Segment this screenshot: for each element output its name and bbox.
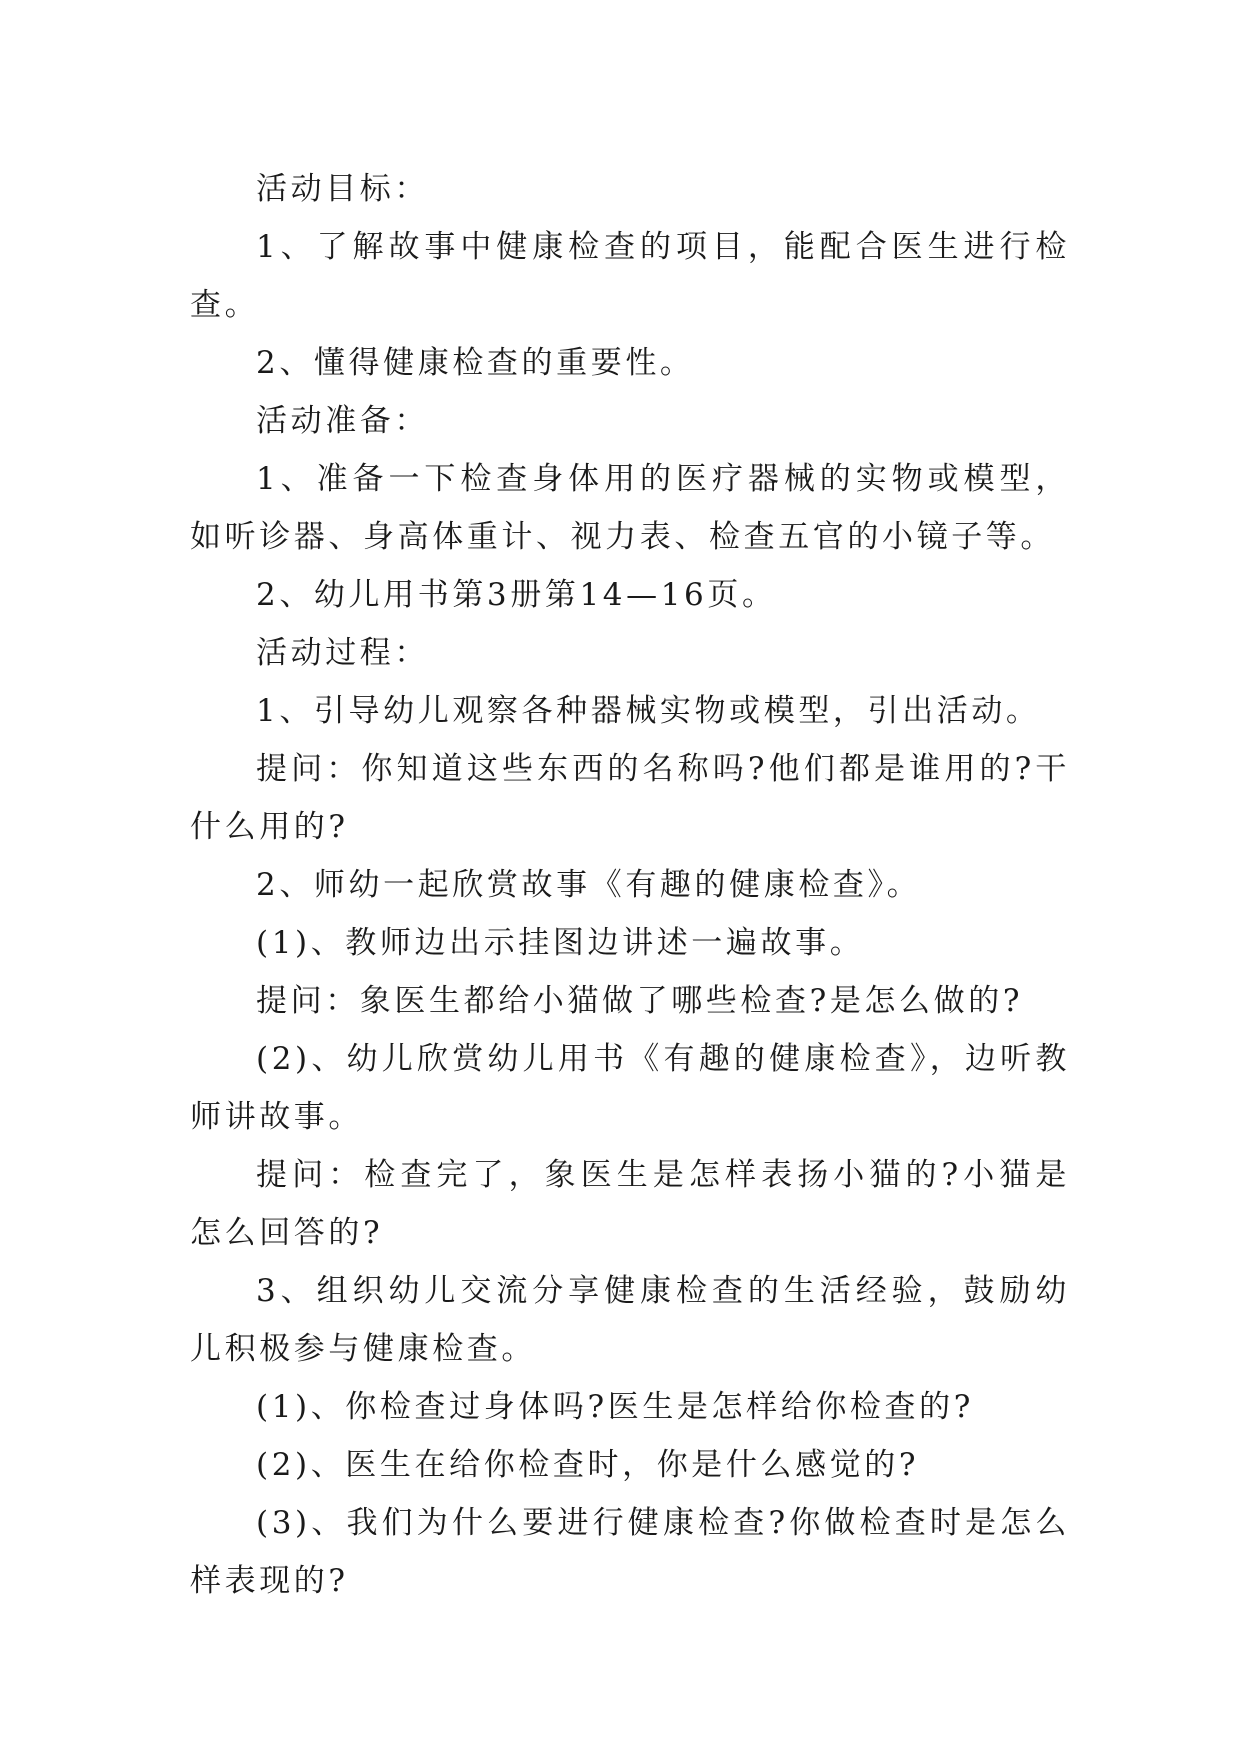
process-step-3-sub-2: (2)、医生在给你检查时，你是什么感觉的? bbox=[256, 1447, 920, 1483]
process-step-3: 3、组织幼儿交流分享健康检查的生活经验，鼓励幼儿积极参与健康检查。 bbox=[190, 1273, 1070, 1367]
goal-item-1: 1、了解故事中健康检查的项目，能配合医生进行检查。 bbox=[190, 229, 1070, 323]
process-step-3-sub-1: (1)、你检查过身体吗?医生是怎样给你检查的? bbox=[256, 1389, 974, 1425]
process-step-2-sub-1-question: 提问：象医生都给小猫做了哪些检查?是怎么做的? bbox=[256, 983, 1024, 1019]
heading-activity-process: 活动过程： bbox=[256, 635, 429, 671]
process-step-2: 2、师幼一起欣赏故事《有趣的健康检查》。 bbox=[256, 867, 922, 903]
process-step-3-sub-3: (3)、我们为什么要进行健康检查?你做检查时是怎么样表现的? bbox=[190, 1505, 1070, 1599]
heading-activity-goals: 活动目标： bbox=[256, 171, 429, 207]
process-step-2-sub-2-question: 提问：检查完了，象医生是怎样表扬小猫的?小猫是怎么回答的? bbox=[190, 1157, 1070, 1251]
goal-item-2: 2、懂得健康检查的重要性。 bbox=[256, 345, 695, 381]
document-body bbox=[190, 160, 1070, 1610]
preparation-item-2: 2、幼儿用书第3册第14—16页。 bbox=[256, 577, 777, 613]
process-step-1: 1、引导幼儿观察各种器械实物或模型，引出活动。 bbox=[256, 693, 1041, 729]
process-step-2-sub-2: (2)、幼儿欣赏幼儿用书《有趣的健康检查》，边听教师讲故事。 bbox=[190, 1041, 1070, 1135]
preparation-item-1: 1、准备一下检查身体用的医疗器械的实物或模型，如听诊器、身高体重计、视力表、检查五官的小镜子等。 bbox=[190, 461, 1070, 555]
heading-activity-preparation: 活动准备： bbox=[256, 403, 429, 439]
process-step-1-question: 提问：你知道这些东西的名称吗?他们都是谁用的?干什么用的? bbox=[190, 751, 1070, 845]
process-step-2-sub-1: (1)、教师边出示挂图边讲述一遍故事。 bbox=[256, 925, 865, 961]
